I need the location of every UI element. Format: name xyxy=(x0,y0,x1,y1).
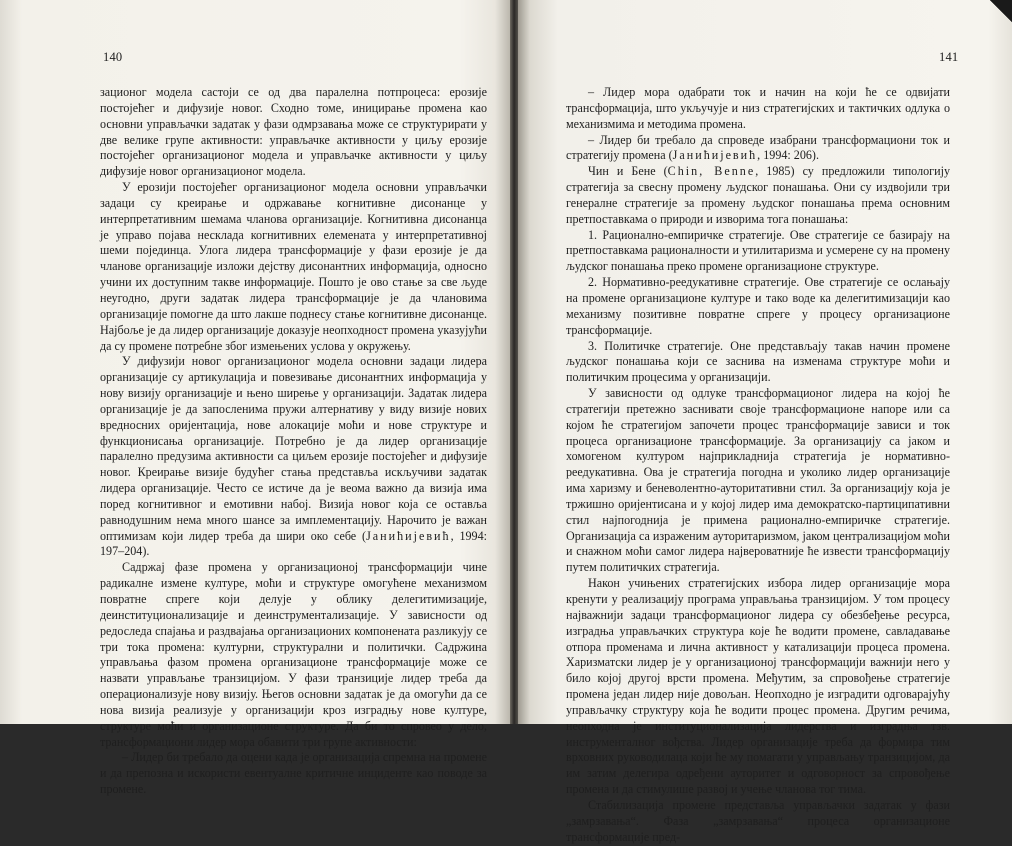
paragraph: Садржај фазе промена у организационој трансформацији чине радикалне измене културе, моћи и структуре омогућене механизмом повратне спреге који делује у облику делегитимизације, деинституционализације и деинструментализације. У зависности од редоследа спајања и раздвајања организационих компонената разликују се три тока промена: културни, структурални и политички. Садржина управљања фазом промена организационе трансформације може се назвати управљање транзицијом. У фази транзиције лидер треба да операционализује нову визију. Његов основни задатак је да омогући да се нова визија реализује у организацији кроз изградњу нове културе, структуре моћи и организационе структуре. Да би то спровео у дело, трансформациони лидер мора обавити три групе активности: xyxy=(100,560,487,749)
paragraph-text: , 1985) су предложили типологију стратегија за свесну промену људског понашања. Они су издвојили три генералне стратегије за промену људског понашања према основним претпоставкама о природи и изворима тога понашања: xyxy=(566,164,950,226)
paragraph: 1. Рационално-емпиричке стратегије. Ове стратегије се базирају на претпоставкама рационалности и утилитаризма и усмерене су на промену људског понашања преко промене организационе структуре. xyxy=(566,227,950,274)
paragraph: – Лидер би требало да оцени када је организација спремна на промене и да препозна и искористи евентуалне критичне инциденте као поводе за промене. xyxy=(100,750,487,797)
paragraph: Стабилизација промене представља управљачки задатак у фази „замрзавања“. Фаза „замрзавања“ процеса организационе трансформације пред- xyxy=(566,797,950,844)
paragraph-text: – Лидер би требало да спроведе изабрани трансформациони ток и стратегију промена ( xyxy=(566,132,950,163)
left-page xyxy=(0,0,511,797)
paragraph xyxy=(566,133,950,165)
citation-year: , 1994: 206). xyxy=(757,148,819,163)
page-number: 141 xyxy=(939,50,959,64)
paragraph: зационог модела састоји се од два паралелна потпроцеса: ерозије постојећег и дифузије новог. Сходно томе, иницирање промена као основни управљачки задатак у фази одмрзавања може се структурирати у две велике групе активности: управљачке активности у циљу ерозије постојећег организационог модела и управљачке активности у циљу дифузије новог организационог модела. xyxy=(100,85,487,179)
paragraph-text: У дифузији новог организационог модела основни задаци лидера организације су артикулација и повезивање дисонантних информација у нову визију организације и њено ширење у организацији. Задатак лидера организације је да запосленима пружи алтернативу у виду визије нових вредносних оријентација, нове алокације моћи и нове структуре и функционисања организације. Потребно је да лидер организације паралелно предузима активности са циљем ерозије постојећег и дифузије новог. Креирање визије будућег стања представља искључиви задатак лидера организације. Често се истиче да је веома важно да визија има поред когнитивног и емотивни набој. Визија новог која се оставља равнодушним нема много шансе за имплементацију. Нарочито је важан оптимизам који лидер треба да шири око себе ( xyxy=(100,354,487,543)
paragraph xyxy=(566,164,950,227)
paragraph xyxy=(100,354,487,560)
paragraph: 2. Нормативно-реедукативне стратегије. Ове стратегије се ослањају на промене организационе културе и тако воде ка делегитимизацији као механизму позитивне повратне спреге у процесу организационе трансформације. xyxy=(566,275,950,337)
paragraph-text: Чин и Бене ( xyxy=(588,164,668,179)
page-corner-shadow xyxy=(990,0,1012,22)
paragraph: У зависности од одлуке трансформационог лидера на којој ће стратегији претежно заснивати своје трансформационе напоре или са којом ће стратегијом започети процес трансформације зависи и ток процеса организационе трансформације. За организацију са јаком и хомогеном културом најприкладнија стратегија је нормативно-реедукативна. Ова је стратегија погодна и уколико лидер организације има харизму и беневолентно-ауторитативни стил. За организацију која је тржишно оријентисана и у којој лидер има демократско-партиципативни стил најпогоднија је примена рационално-емпиричке стратегије. Организација са израженим ауторитаризмом, јаком централизацијом моћи и снажном моћи самог лидера највероватније ће извести трансформацију путем политичких стратегија. xyxy=(566,386,950,575)
paragraph: – Лидер мора одабрати ток и начин на који ће се одвијати трансформација, што укључује и низ стратегијских и тактичких одлука о механизмима и методима промена. xyxy=(566,85,950,131)
citation-author: Јанићијевић xyxy=(672,148,758,163)
paragraph: У ерозији постојећег организационог модела основни управљачки задаци су креирање и одржавање когнитивне дисонанце у интерпретативним шемама чланова организације. Когнитивна дисонанца је управо појава несклада когнитивних елемената у интерпретативној шеми појединца. Улога лидера трансформације у фази ерозије је да чланове организације изложи дејству дисонантних информација, односно учини их доступним такве информације. Пошто је ово стање за све људе неугодно, други задатак лидера трансформације је да члановима организације помогне да што лакше поднесу стање когнитивне дисонанце. Најбоље је да лидер организације доказује неопходност промена указујући да су промене потребне због измењених услова у окружењу. xyxy=(100,180,487,353)
paragraph: Након учињених стратегијских избора лидер организације мора кренути у реализацију програма управљања транзицијом. У том процесу најважнији задаци трансформационог лидера су обезбеђење ресурса, изградња управљачких структура које ће водити промене, савладавање отпора променама и лична активност у катализацији процеса промена. Харизматски лидер је у организационој трансформацији важнији него у било којој другој врсти промена. Међутим, за спровођење стратегије промена један лидер није довољан. Неопходно је изградити одговарајућу управљачку структуру која ће водити процес промена. Другим речима, неопходна је институционализација лидерства и изградња тзв. инструменталног вођства. Лидер организације треба да формира тим врховних руководилаца који ће му помагати у управљању транзицијом, да им затим делегира одређени ауторитет и одговорност за спровођење промена и да стимулише развој и учење чланова тог тима. xyxy=(566,576,950,797)
citation-year: , 1994: 197–204). xyxy=(100,528,487,559)
page-number: 140 xyxy=(103,50,123,64)
right-page xyxy=(518,0,1012,844)
paragraph: 3. Политичке стратегије. Оне представљају такав начин промене људског понашања који се заснива на изменама структуре моћи и политичким процесима у организацији. xyxy=(566,338,950,385)
citation-author: Јанићијевић xyxy=(366,528,451,543)
page-body xyxy=(100,85,487,798)
citation-author: Chin, Benne xyxy=(667,164,756,179)
page-body xyxy=(566,85,950,846)
